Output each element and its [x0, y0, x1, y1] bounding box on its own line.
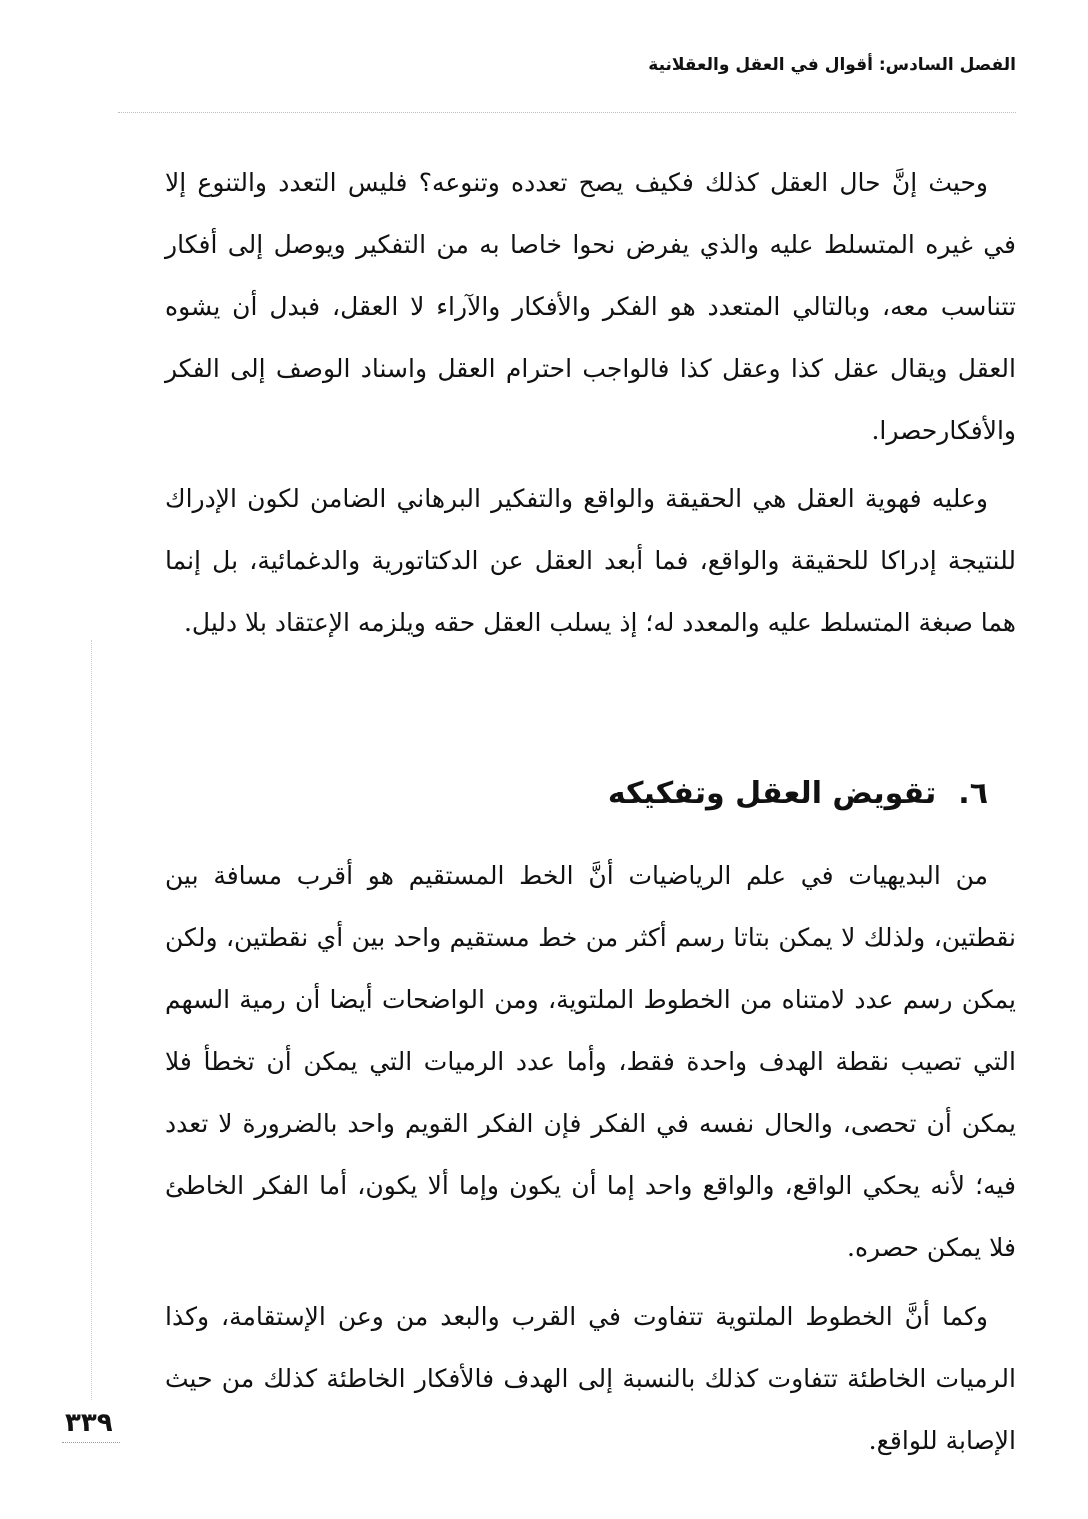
section-number: ٦.	[958, 776, 988, 811]
page-number: ٣٣٩	[65, 1408, 113, 1438]
page-number-underline	[62, 1442, 120, 1443]
paragraph: من البديهيات في علم الرياضيات أنَّ الخط المستقيم هو أقرب مسافة بين نقطتين، ولذلك لا يمكن بتاتا رسم أكثر من خط مستقيم واحد بين أي نقطتين، ولكن يمكن رسم عدد لامتناه من الخطوط الملتوية، ومن الواضحات أيضا أن رمية السهم التي تصيب نقطة الهدف واحدة فقط، وأما عدد الرميات التي يمكن أن تخطأ فلا يمكن أن تحصى، والحال نفسه في الفكر فإن الفكر القويم واحد بالضرورة لا تعدد فيه؛ لأنه يحكي الواقع، والواقع واحد إما أن يكون وإما ألا يكون، أما الفكر الخاطئ فلا يمكن حصره.	[165, 861, 1016, 1262]
body-text-block	[165, 468, 1016, 654]
paragraph: وكما أنَّ الخطوط الملتوية تتفاوت في القرب والبعد من وعن الإستقامة، وكذا الرميات الخاطئة تتفاوت كذلك بالنسبة إلى الهدف فالأفكار الخاطئة كذلك من حيث الإصابة للواقع.	[165, 1302, 1016, 1455]
running-header: الفصل السادس: أقوال في العقل والعقلانية	[648, 55, 1016, 75]
body-text-block	[165, 845, 1016, 1279]
body-text-block	[165, 152, 1016, 462]
paragraph: وعليه فهوية العقل هي الحقيقة والواقع والتفكير البرهاني الضامن لكون الإدراك للنتيجة إدراكا للحقيقة والواقع، فما أبعد العقل عن الدكتاتورية والدغمائية، بل إنما هما صبغة المتسلط عليه والمعدد له؛ إذ يسلب العقل حقه ويلزمه الإعتقاد بلا دليل.	[165, 484, 1016, 637]
paragraph: وحيث إنَّ حال العقل كذلك فكيف يصح تعدده وتنوعه؟ فليس التعدد والتنوع إلا في غيره المتسلط عليه والذي يفرض نحوا خاصا به من التفكير ويوصل إلى أفكار تتناسب معه، وبالتالي المتعدد هو الفكر والأفكار والآراء لا العقل، فبدل أن يشوه العقل ويقال عقل كذا وعقل كذا فالواجب احترام العقل واسناد الوصف إلى الفكر والأفكارحصرا.	[165, 168, 1016, 445]
header-divider	[118, 112, 1016, 113]
body-text-block	[165, 1286, 1016, 1472]
margin-guide-line	[91, 640, 92, 1400]
section-heading	[608, 776, 988, 811]
section-title: تقويض العقل وتفكيكه	[607, 776, 937, 811]
